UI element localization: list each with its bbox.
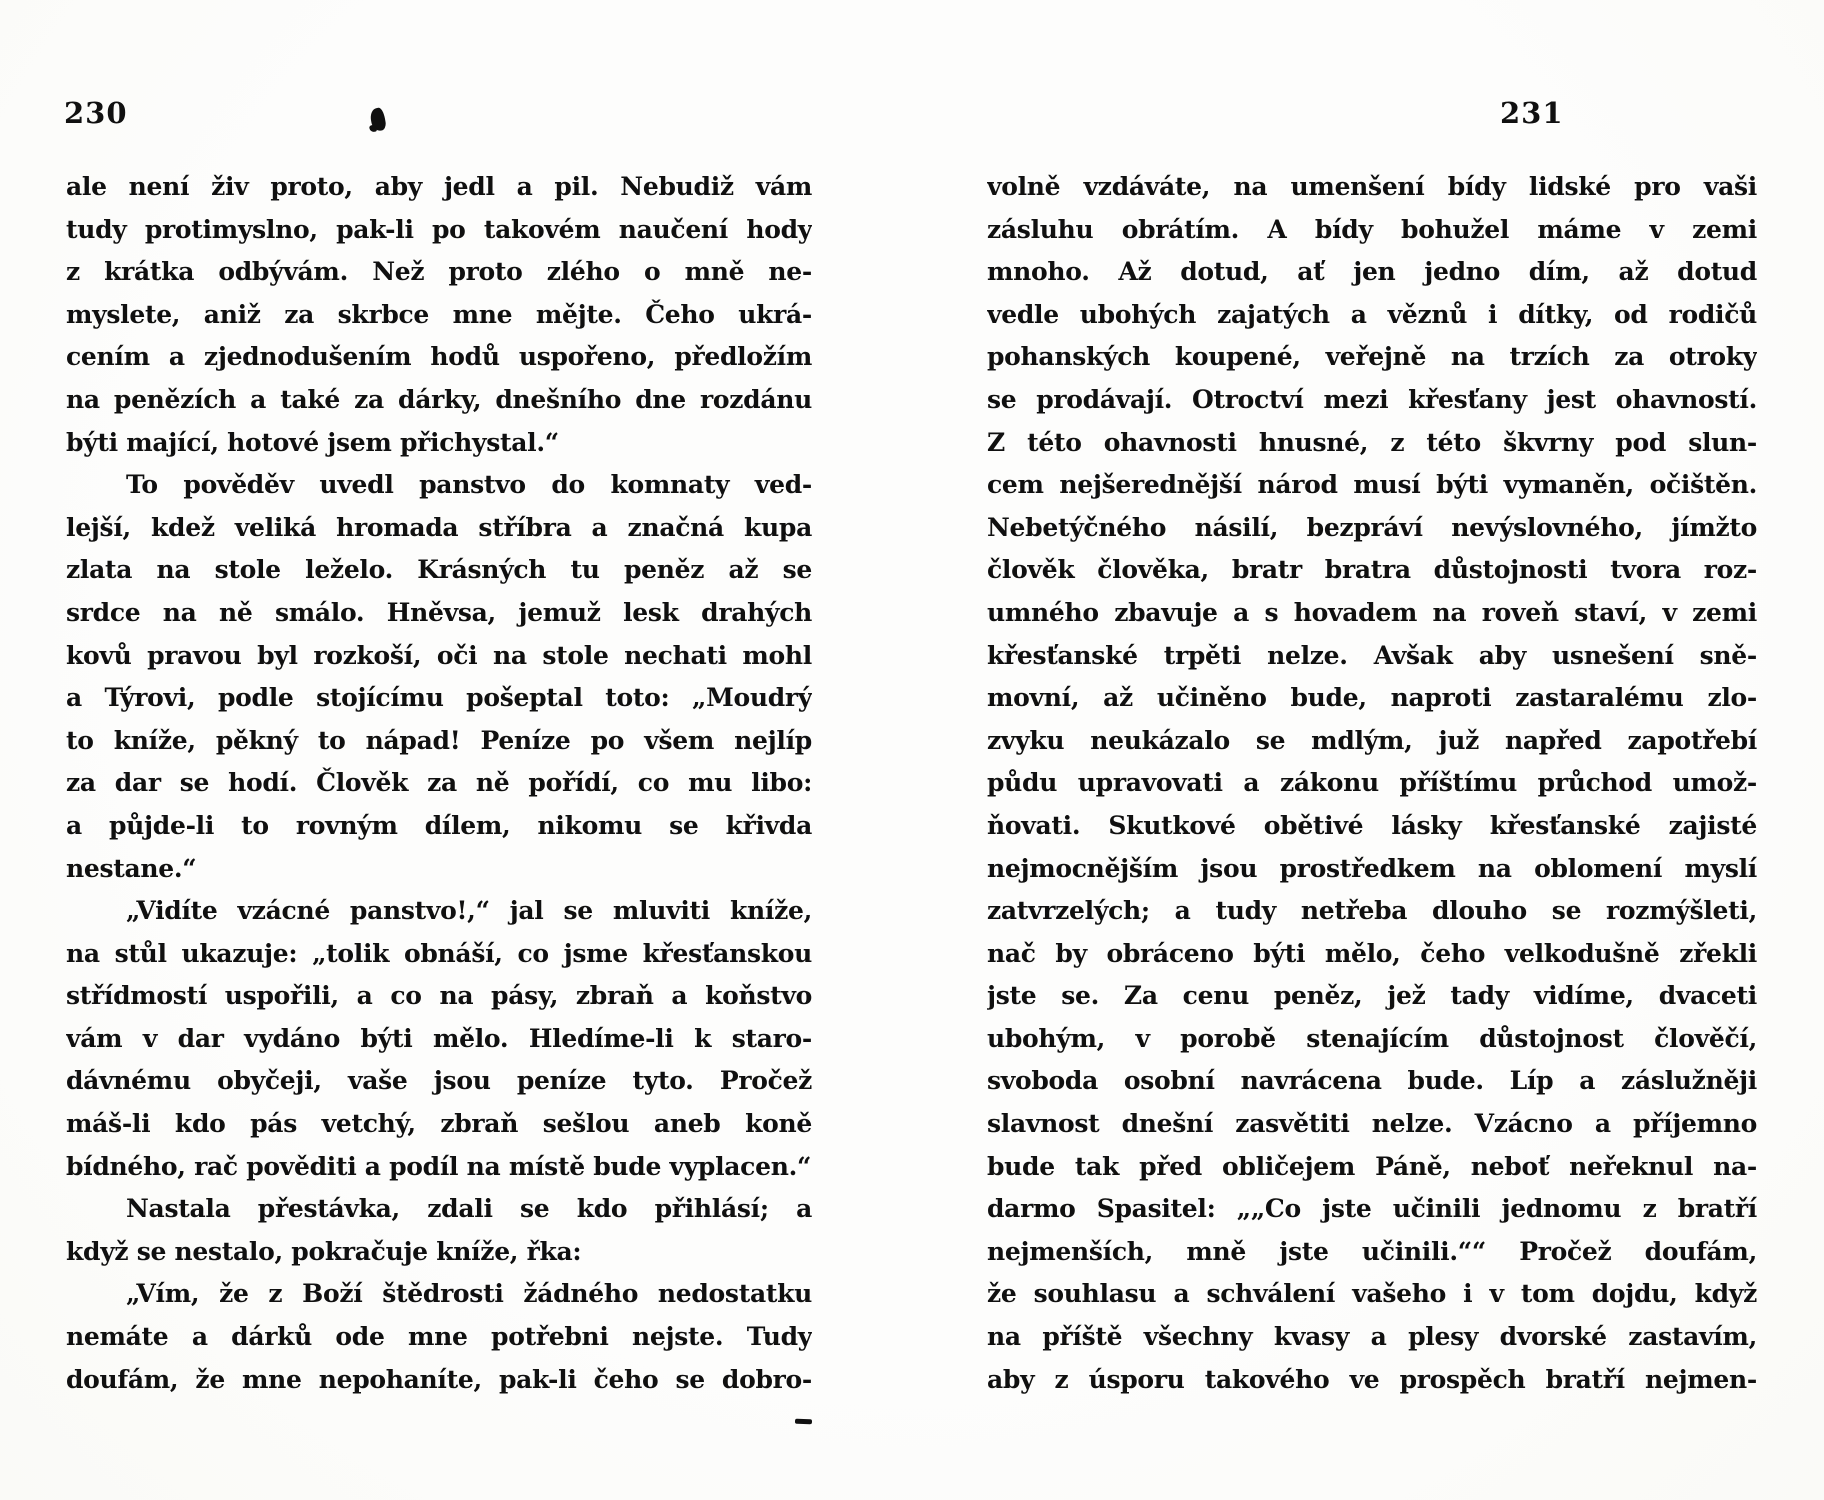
text-line: „Vím, že z Boží štědrosti žádného nedostatku	[126, 1279, 812, 1309]
text-line: vám v dar vydáno býti mělo. Hledíme-li k staro-	[66, 1023, 812, 1053]
text-line: cením a zjednodušením hodů uspořeno, předložím	[66, 342, 812, 372]
text-line: a Týrovi, podle stojícímu pošeptal toto: „Moudrý	[66, 683, 812, 713]
text-line: na penězích a také za dárky, dnešního dne rozdánu	[66, 384, 812, 414]
text-line: darmo Spasitel: „„Co jste učinili jednomu z bratří	[987, 1194, 1757, 1224]
ink-blot-mark	[369, 107, 387, 132]
text-line: na stůl ukazuje: „tolik obnáší, co jsme křesťanskou	[66, 938, 812, 968]
text-line: nač by obráceno býti mělo, čeho velkodušně zřekli	[987, 938, 1757, 968]
text-line: ale není živ proto, aby jedl a pil. Nebudiž vám	[66, 172, 812, 201]
text-line: na příště všechny kvasy a plesy dvorské zastavím,	[987, 1322, 1757, 1352]
text-line: mnoho. Až dotud, ať jen jedno dím, až dotud	[987, 257, 1757, 287]
text-line: nejmocnějším jsou prostředkem na oblomení myslí	[987, 853, 1757, 883]
text-line: to kníže, pěkný to nápad! Peníze po všem nejlíp	[66, 725, 812, 755]
text-line: za dar se hodí. Člověk za ně pořídí, co mu libo:	[66, 768, 812, 798]
text-line: To pověděv uvedl panstvo do komnaty ved-	[126, 470, 812, 500]
text-line: vedle ubohých zajatých a věznů i dítky, od rodičů	[987, 299, 1757, 329]
text-line: tudy protimyslno, pak-li po takovém naučení hody	[66, 214, 812, 244]
text-line: že souhlasu a schválení vašeho i v tom dojdu, když	[987, 1279, 1757, 1309]
text-line: doufám, že mne nepohaníte, pak-li čeho se dobro-	[66, 1364, 812, 1394]
text-line: když se nestalo, pokračuje kníže, řka:	[66, 1236, 582, 1266]
text-line: slavnost dnešní zasvětiti nelze. Vzácno a příjemno	[987, 1109, 1757, 1139]
text-line: aby z úsporu takového ve prospěch bratří nejmen-	[987, 1364, 1757, 1394]
text-line: srdce na ně smálo. Hněvsa, jemuž lesk drahých	[66, 597, 812, 627]
text-line: ňovati. Skutkové obětivé lásky křesťanské zajisté	[987, 810, 1757, 840]
text-line: býti mající, hotové jsem přichystal.“	[66, 427, 559, 457]
page-231-text-column	[987, 166, 1757, 1401]
text-line: cem nejšerednější národ musí býti vymaněn, očištěn.	[987, 470, 1757, 500]
page-number-230: 230	[64, 96, 128, 130]
text-line: Nastala přestávka, zdali se kdo přihlásí; a	[126, 1194, 812, 1224]
text-line: nemáte a dárků ode mne potřebni nejste. Tudy	[66, 1322, 812, 1352]
text-line: dávnému obyčeji, vaše jsou peníze tyto. Pročež	[66, 1066, 812, 1096]
text-line: bude tak před obličejem Páně, neboť neřeknul na-	[987, 1151, 1757, 1181]
text-line: Z této ohavnosti hnusné, z této škvrny pod slun-	[987, 427, 1757, 457]
text-line: bídného, rač pověditi a podíl na místě bude vyplacen.“	[66, 1151, 812, 1181]
footer-dash-mark	[795, 1419, 812, 1425]
text-line: lejší, kdež veliká hromada stříbra a značná kupa	[66, 512, 812, 542]
text-line: pohanských koupené, veřejně na trzích za otroky	[987, 342, 1757, 372]
text-line: myslete, aniž za skrbce mne mějte. Čeho ukrá-	[66, 299, 812, 329]
text-line: movní, až učiněno bude, naproti zastaralému zlo-	[987, 683, 1757, 713]
text-line: nejmenších, mně jste učinili.““ Pročež doufám,	[987, 1236, 1757, 1266]
text-line: máš-li kdo pás vetchý, zbraň sešlou aneb koně	[66, 1109, 812, 1139]
page-230-text-column	[66, 166, 812, 1401]
text-line: umného zbavuje a s hovadem na roveň staví, v zemi	[987, 597, 1757, 627]
text-line: zvyku neukázalo se mdlým, juž napřed zapotřebí	[987, 725, 1757, 755]
text-line: zásluhu obrátím. A bídy bohužel máme v zemi	[987, 214, 1757, 244]
text-line: Nebetýčného násilí, bezpráví nevýslovného, jímžto	[987, 512, 1757, 542]
text-line: svoboda osobní navrácena bude. Líp a záslužněji	[987, 1066, 1757, 1096]
text-line: nestane.“	[66, 853, 197, 883]
text-line: jste se. Za cenu peněz, jež tady vidíme, dvaceti	[987, 981, 1757, 1011]
text-line: křesťanské trpěti nelze. Avšak aby usnešení sně-	[987, 640, 1757, 670]
page-number-231: 231	[1500, 96, 1564, 130]
text-line: kovů pravou byl rozkoší, oči na stole nechati mohl	[66, 640, 812, 670]
text-line: střídmostí uspořili, a co na pásy, zbraň a koňstvo	[66, 981, 812, 1011]
text-line: zlata na stole leželo. Krásných tu peněz až se	[66, 555, 812, 585]
text-line: a půjde-li to rovným dílem, nikomu se křivda	[66, 810, 812, 840]
text-line: „Vidíte vzácné panstvo!,“ jal se mluviti kníže,	[126, 896, 812, 926]
text-line: volně vzdáváte, na umenšení bídy lidské pro vaši	[987, 172, 1757, 201]
text-line: se prodávají. Otroctví mezi křesťany jest ohavností.	[987, 384, 1757, 414]
text-line: zatvrzelých; a tudy netřeba dlouho se rozmýšleti,	[987, 896, 1757, 926]
text-line: ubohým, v porobě stenajícím důstojnost člověčí,	[987, 1023, 1757, 1053]
text-line: z krátka odbývám. Než proto zlého o mně ne-	[66, 257, 812, 287]
text-line: člověk člověka, bratr bratra důstojnosti tvora roz-	[987, 555, 1757, 585]
text-line: půdu upravovati a zákonu příštímu průchod umož-	[987, 768, 1757, 798]
